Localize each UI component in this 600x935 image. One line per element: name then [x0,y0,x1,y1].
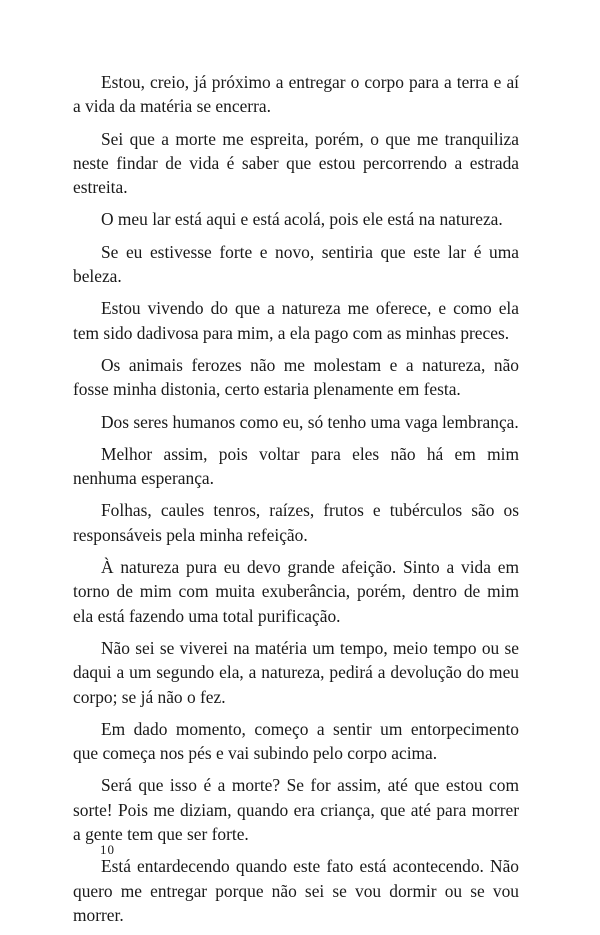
page-body-text [73,70,519,935]
paragraph-9: Folhas, caules tenros, raízes, frutos e tubérculos são os responsáveis pela minha refeição. [73,500,519,545]
paragraph-2: Sei que a morte me espreita, porém, o que me tranquiliza neste findar de vida é saber que estou percorrendo a estrada estreita. [73,128,519,198]
paragraph-12: Em dado momento, começo a sentir um entorpecimento que começa nos pés e vai subindo pelo corpo acima. [73,718,519,764]
paragraph-10: À natureza pura eu devo grande afeição. Sinto a vida em torno de mim com muita exuberância, porém, dentro de mim ela está fazendo uma total purificação. [73,557,519,626]
paragraph-4: Se eu estivesse forte e novo, sentiria que este lar é uma beleza. [73,241,519,287]
page-number: 10 [100,842,115,857]
paragraph-6: Os animais ferozes não me molestam e a natureza, não fosse minha distonia, certo estaria plenamente em festa. [73,354,519,400]
paragraph-13: Será que isso é a morte? Se for assim, até que estou com sorte! Pois me diziam, quando era criança, que até para morrer a gente tem que ser forte. [73,775,519,845]
paragraph-11: Não sei se viverei na matéria um tempo, meio tempo ou se daqui a um segundo ela, a natureza, pedirá a devolução do meu corpo; se já não o fez. [73,637,519,707]
paragraph-8: Melhor assim, pois voltar para eles não há em mim nenhuma esperança. [73,443,519,489]
paragraph-14: Está entardecendo quando este fato está acontecendo. Não quero me entregar porque não sei se vou dormir ou se vou morrer. [73,856,519,925]
paragraph-7: Dos seres humanos como eu, só tenho uma vaga lembrança. [101,411,519,432]
paragraph-5: Estou vivendo do que a natureza me oferece, e como ela tem sido dadivosa para mim, a ela pago com as minhas preces. [73,298,519,343]
paragraph-1: Estou, creio, já próximo a entregar o corpo para a terra e aí a vida da matéria se encerra. [73,72,519,117]
paragraph-3: O meu lar está aqui e está acolá, pois ele está na natureza. [101,209,503,230]
